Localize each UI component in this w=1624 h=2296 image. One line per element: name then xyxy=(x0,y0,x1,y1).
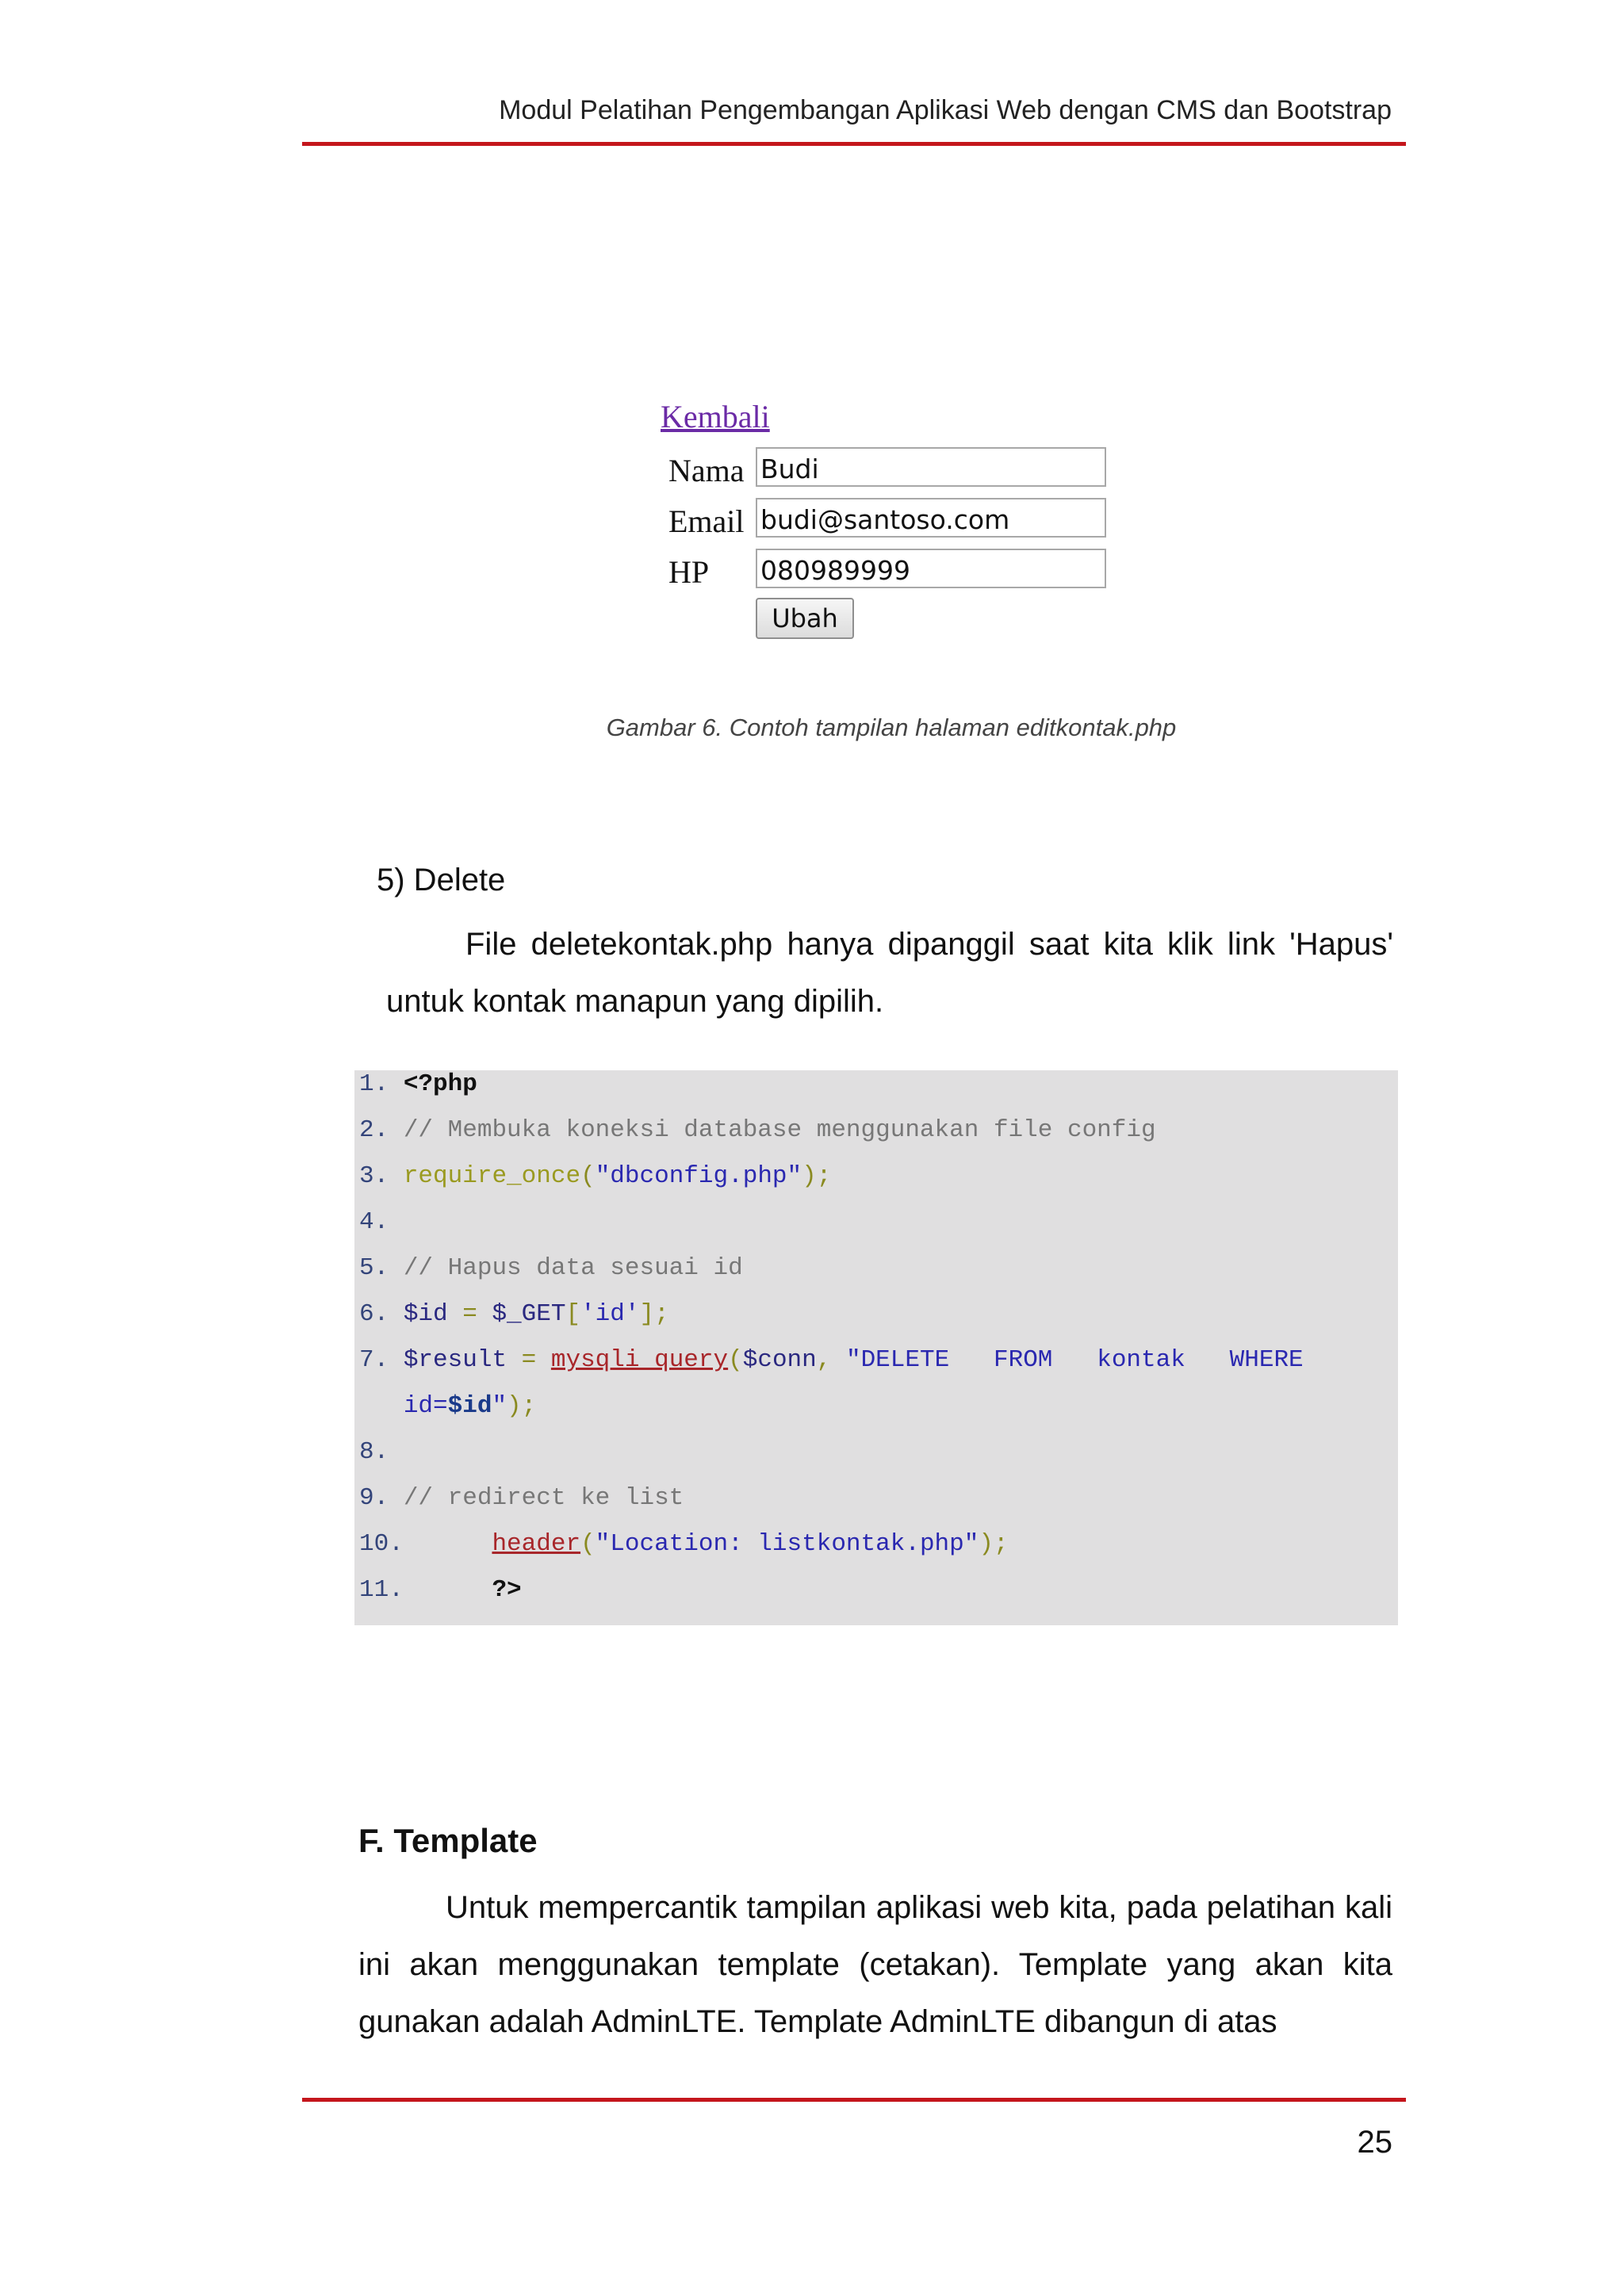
email-input[interactable]: budi@santoso.com xyxy=(756,498,1106,538)
code-line: 8. xyxy=(359,1438,389,1466)
running-header: Modul Pelatihan Pengembangan Aplikasi Web dengan CMS dan Bootstrap xyxy=(499,95,1392,125)
code-line: 11. ?> xyxy=(359,1576,522,1604)
header-rule xyxy=(302,142,1406,146)
field-label: Nama xyxy=(668,453,745,488)
field-label: HP xyxy=(668,554,710,590)
item-title: 5) Delete xyxy=(377,863,506,897)
hp-input[interactable]: 080989999 xyxy=(756,549,1106,588)
item-paragraph: File deletekontak.php hanya dipanggil saat kita klik link 'Hapus' untuk kontak manapun yang dipilih. xyxy=(386,927,1393,1019)
back-link[interactable]: Kembali xyxy=(661,399,770,434)
section-paragraph: Untuk mempercantik tampilan aplikasi web kita, pada pelatihan kali ini akan menggunakan template (cetakan). Template yang akan kita gunakan adalah AdminLTE. Template AdminLTE dibangun di atas xyxy=(358,1890,1392,2039)
ubah-button[interactable]: Ubah xyxy=(756,598,854,639)
code-line: 10. header("Location: listkontak.php"); xyxy=(359,1530,1009,1558)
code-line: 2. // Membuka koneksi database menggunakan file config xyxy=(359,1116,1156,1144)
code-line: 6. $id = $_GET['id']; xyxy=(359,1300,669,1328)
code-line-continuation: id=$id"); xyxy=(403,1392,537,1420)
form-screenshot xyxy=(661,398,1120,652)
code-line: 3. require_once("dbconfig.php"); xyxy=(359,1162,832,1190)
nama-input[interactable]: Budi xyxy=(756,447,1106,487)
code-line: 1. <?php xyxy=(359,1070,477,1098)
field-label: Email xyxy=(668,503,745,539)
footer-rule xyxy=(302,2098,1406,2102)
section-heading: F. Template xyxy=(358,1822,538,1859)
code-block xyxy=(354,1070,1398,1625)
figure-caption: Gambar 6. Contoh tampilan halaman editkontak.php xyxy=(606,714,1177,741)
code-line: 4. xyxy=(359,1208,389,1236)
code-line: 9. // redirect ke list xyxy=(359,1484,684,1512)
page-number: 25 xyxy=(1357,2125,1392,2160)
code-line: 5. // Hapus data sesuai id xyxy=(359,1254,743,1282)
code-line: 7. $result = mysqli_query($conn, "DELETE FROM kontak WHERE xyxy=(359,1346,1304,1374)
